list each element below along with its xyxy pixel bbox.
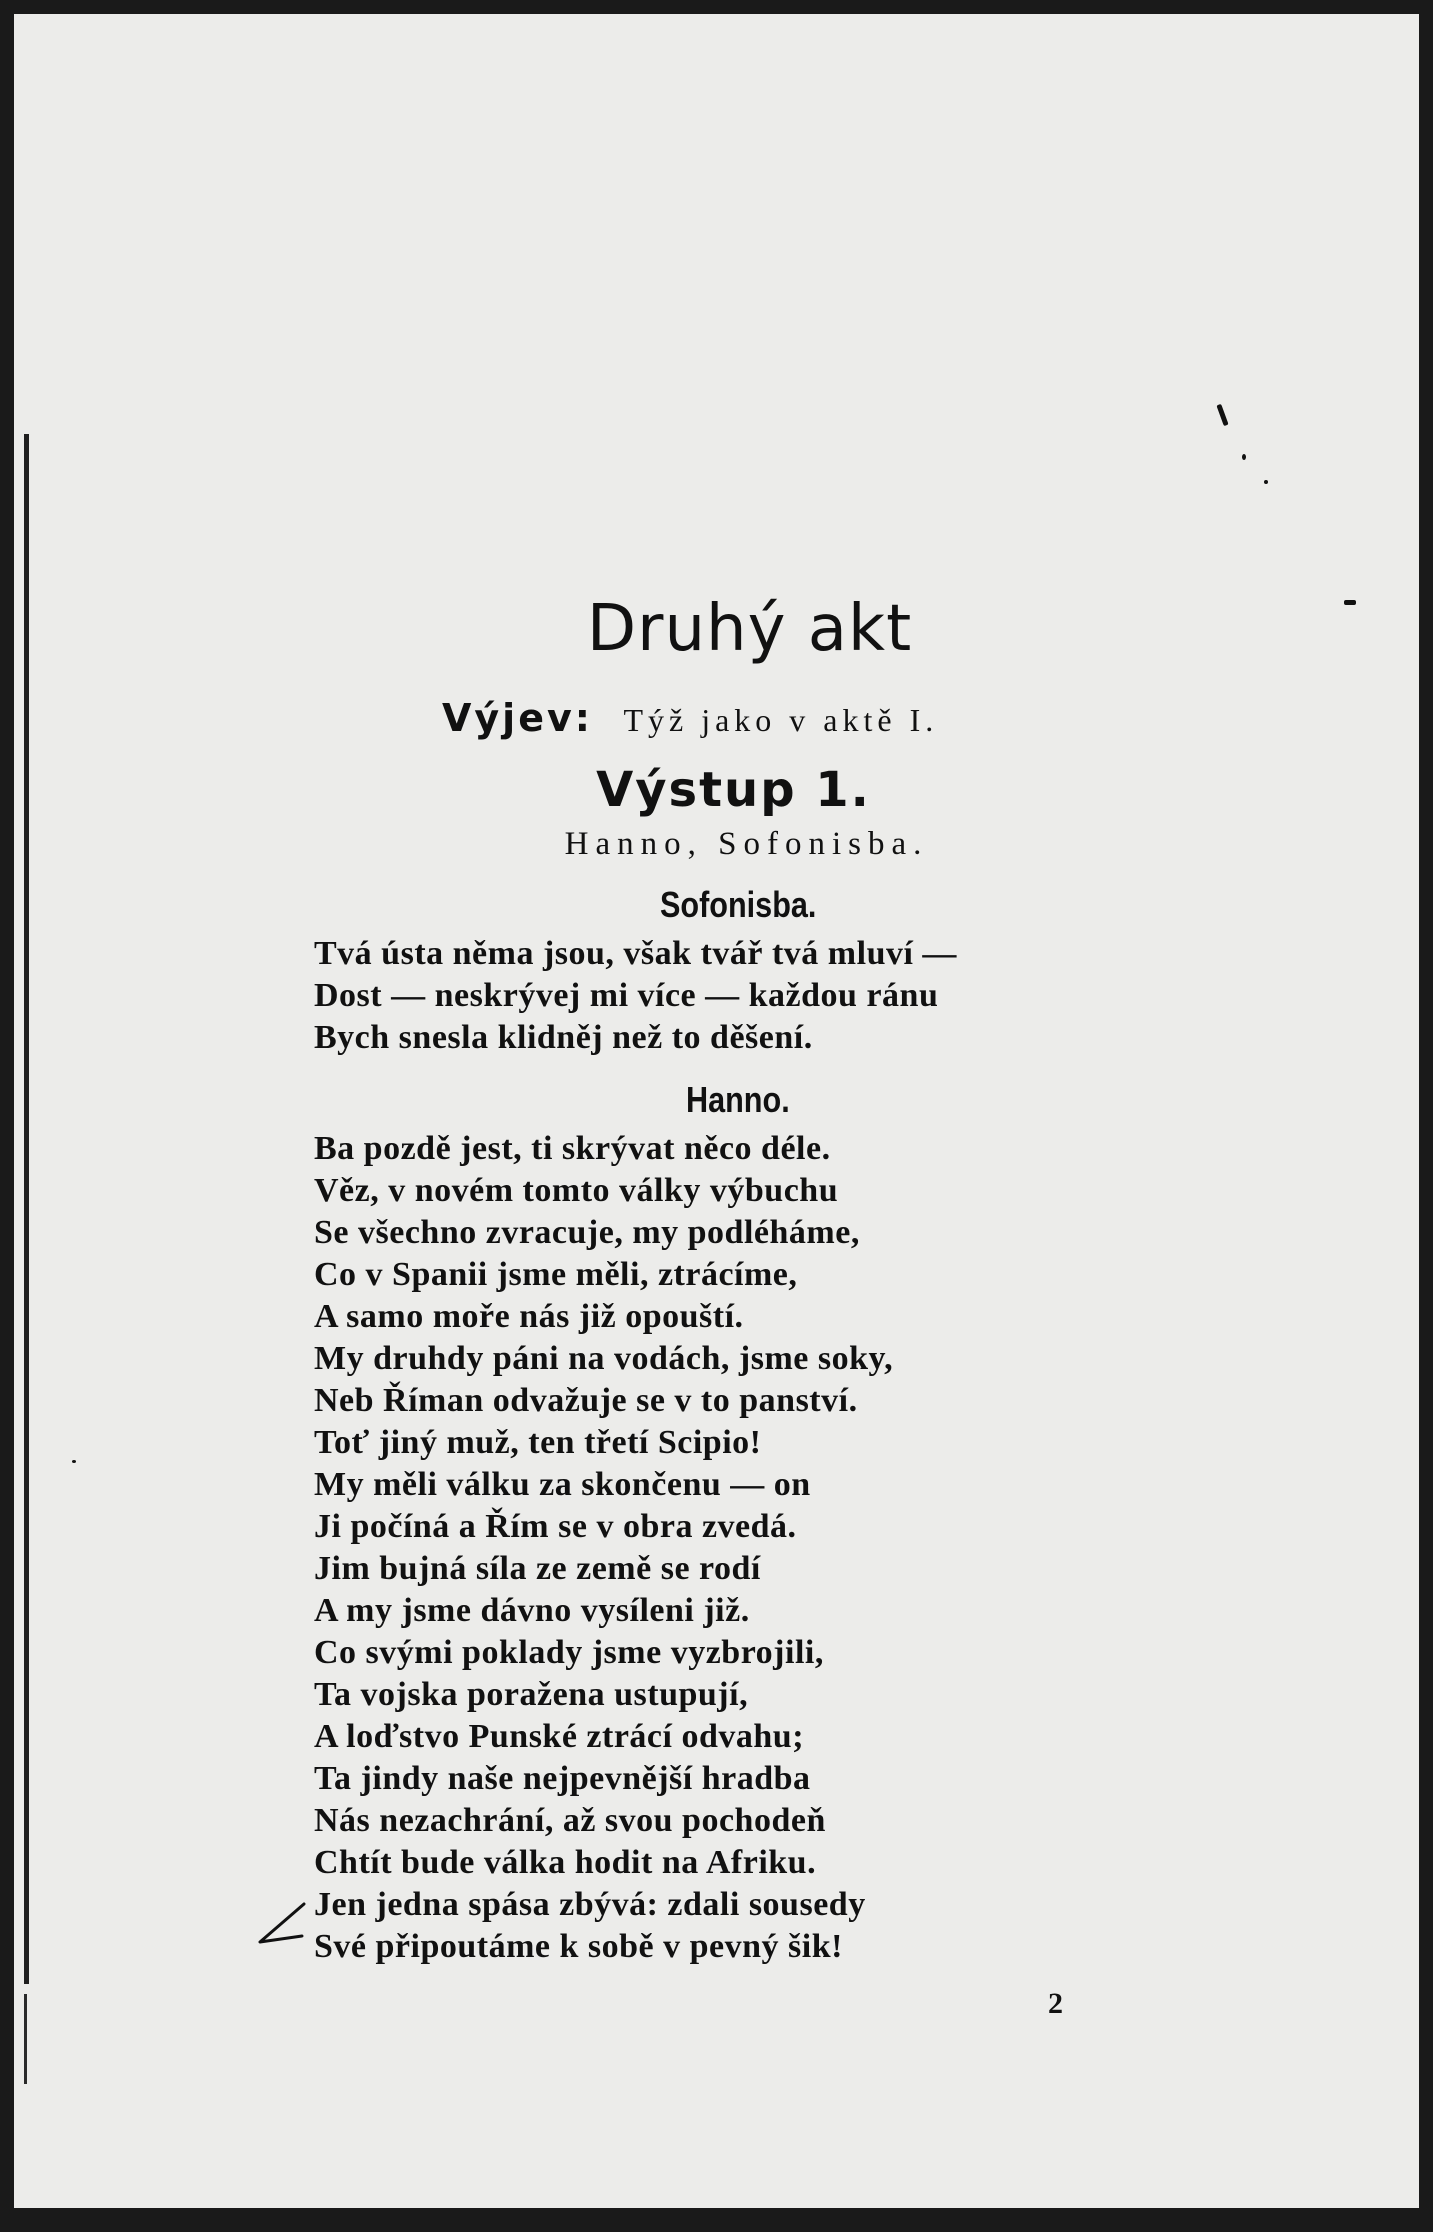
speaker-name: Hanno. (686, 1079, 790, 1120)
verse-line: Ji počíná a Řím se v obra zvedá. (314, 1508, 797, 1545)
verse-line: A my jsme dávno vysíleni již. (314, 1592, 750, 1629)
verse-line: Co svými poklady jsme vyzbrojili, (314, 1634, 824, 1671)
scene-heading (442, 696, 938, 740)
verse-line: My měli válku za skončenu — on (314, 1466, 811, 1503)
verse-line: Bych snesla klidněj než to děšení. (314, 1019, 813, 1056)
verse-line: Ba pozdě jest, ti skrývat něco déle. (314, 1130, 831, 1167)
verse-line: Jen jedna spása zbývá: zdali sousedy (314, 1886, 866, 1923)
verse-line: Jim bujná síla ze země se rodí (314, 1550, 761, 1587)
exit-title: Výstup 1. (596, 762, 871, 818)
characters-list: Hanno, Sofonisba. (564, 826, 929, 862)
speech-block (314, 1128, 893, 1968)
verse-line: Se všechno zvracuje, my podléháme, (314, 1214, 860, 1251)
scene-description: Týž jako v aktě I. (623, 702, 939, 738)
verse-line: Neb Říman odvažuje se v to panství. (314, 1382, 858, 1419)
speech-block (314, 933, 957, 1059)
page-content (14, 14, 1419, 2208)
speaker-name: Sofonisba. (660, 884, 817, 925)
verse-line: Nás nezachrání, až svou pochodeň (314, 1802, 826, 1839)
verse-line: Ta jindy naše nejpevnější hradba (314, 1760, 811, 1797)
verse-line: Chtít bude válka hodit na Afriku. (314, 1844, 817, 1881)
page-number: 2 (1048, 1987, 1063, 2020)
verse-line: Dost — neskrývej mi více — každou ránu (314, 977, 939, 1014)
verse-line: Ta vojska poražena ustupují, (314, 1676, 749, 1713)
act-title: Druhý akt (586, 592, 913, 666)
scene-label: Výjev: (442, 696, 593, 740)
handwritten-margin-mark (252, 1900, 312, 1950)
verse-line: Co v Spanii jsme měli, ztrácíme, (314, 1256, 798, 1293)
verse-line: Tvá ústa něma jsou, však tvář tvá mluví — (314, 935, 957, 972)
book-page (14, 14, 1419, 2208)
verse-line: A loďstvo Punské ztrácí odvahu; (314, 1718, 805, 1755)
verse-line: Své připoutáme k sobě v pevný šik! (314, 1928, 843, 1965)
verse-line: Toť jiný muž, ten třetí Scipio! (314, 1424, 762, 1461)
verse-line: Věz, v novém tomto války výbuchu (314, 1172, 839, 1209)
verse-line: My druhdy páni na vodách, jsme soky, (314, 1340, 894, 1377)
verse-line: A samo moře nás již opouští. (314, 1298, 744, 1335)
